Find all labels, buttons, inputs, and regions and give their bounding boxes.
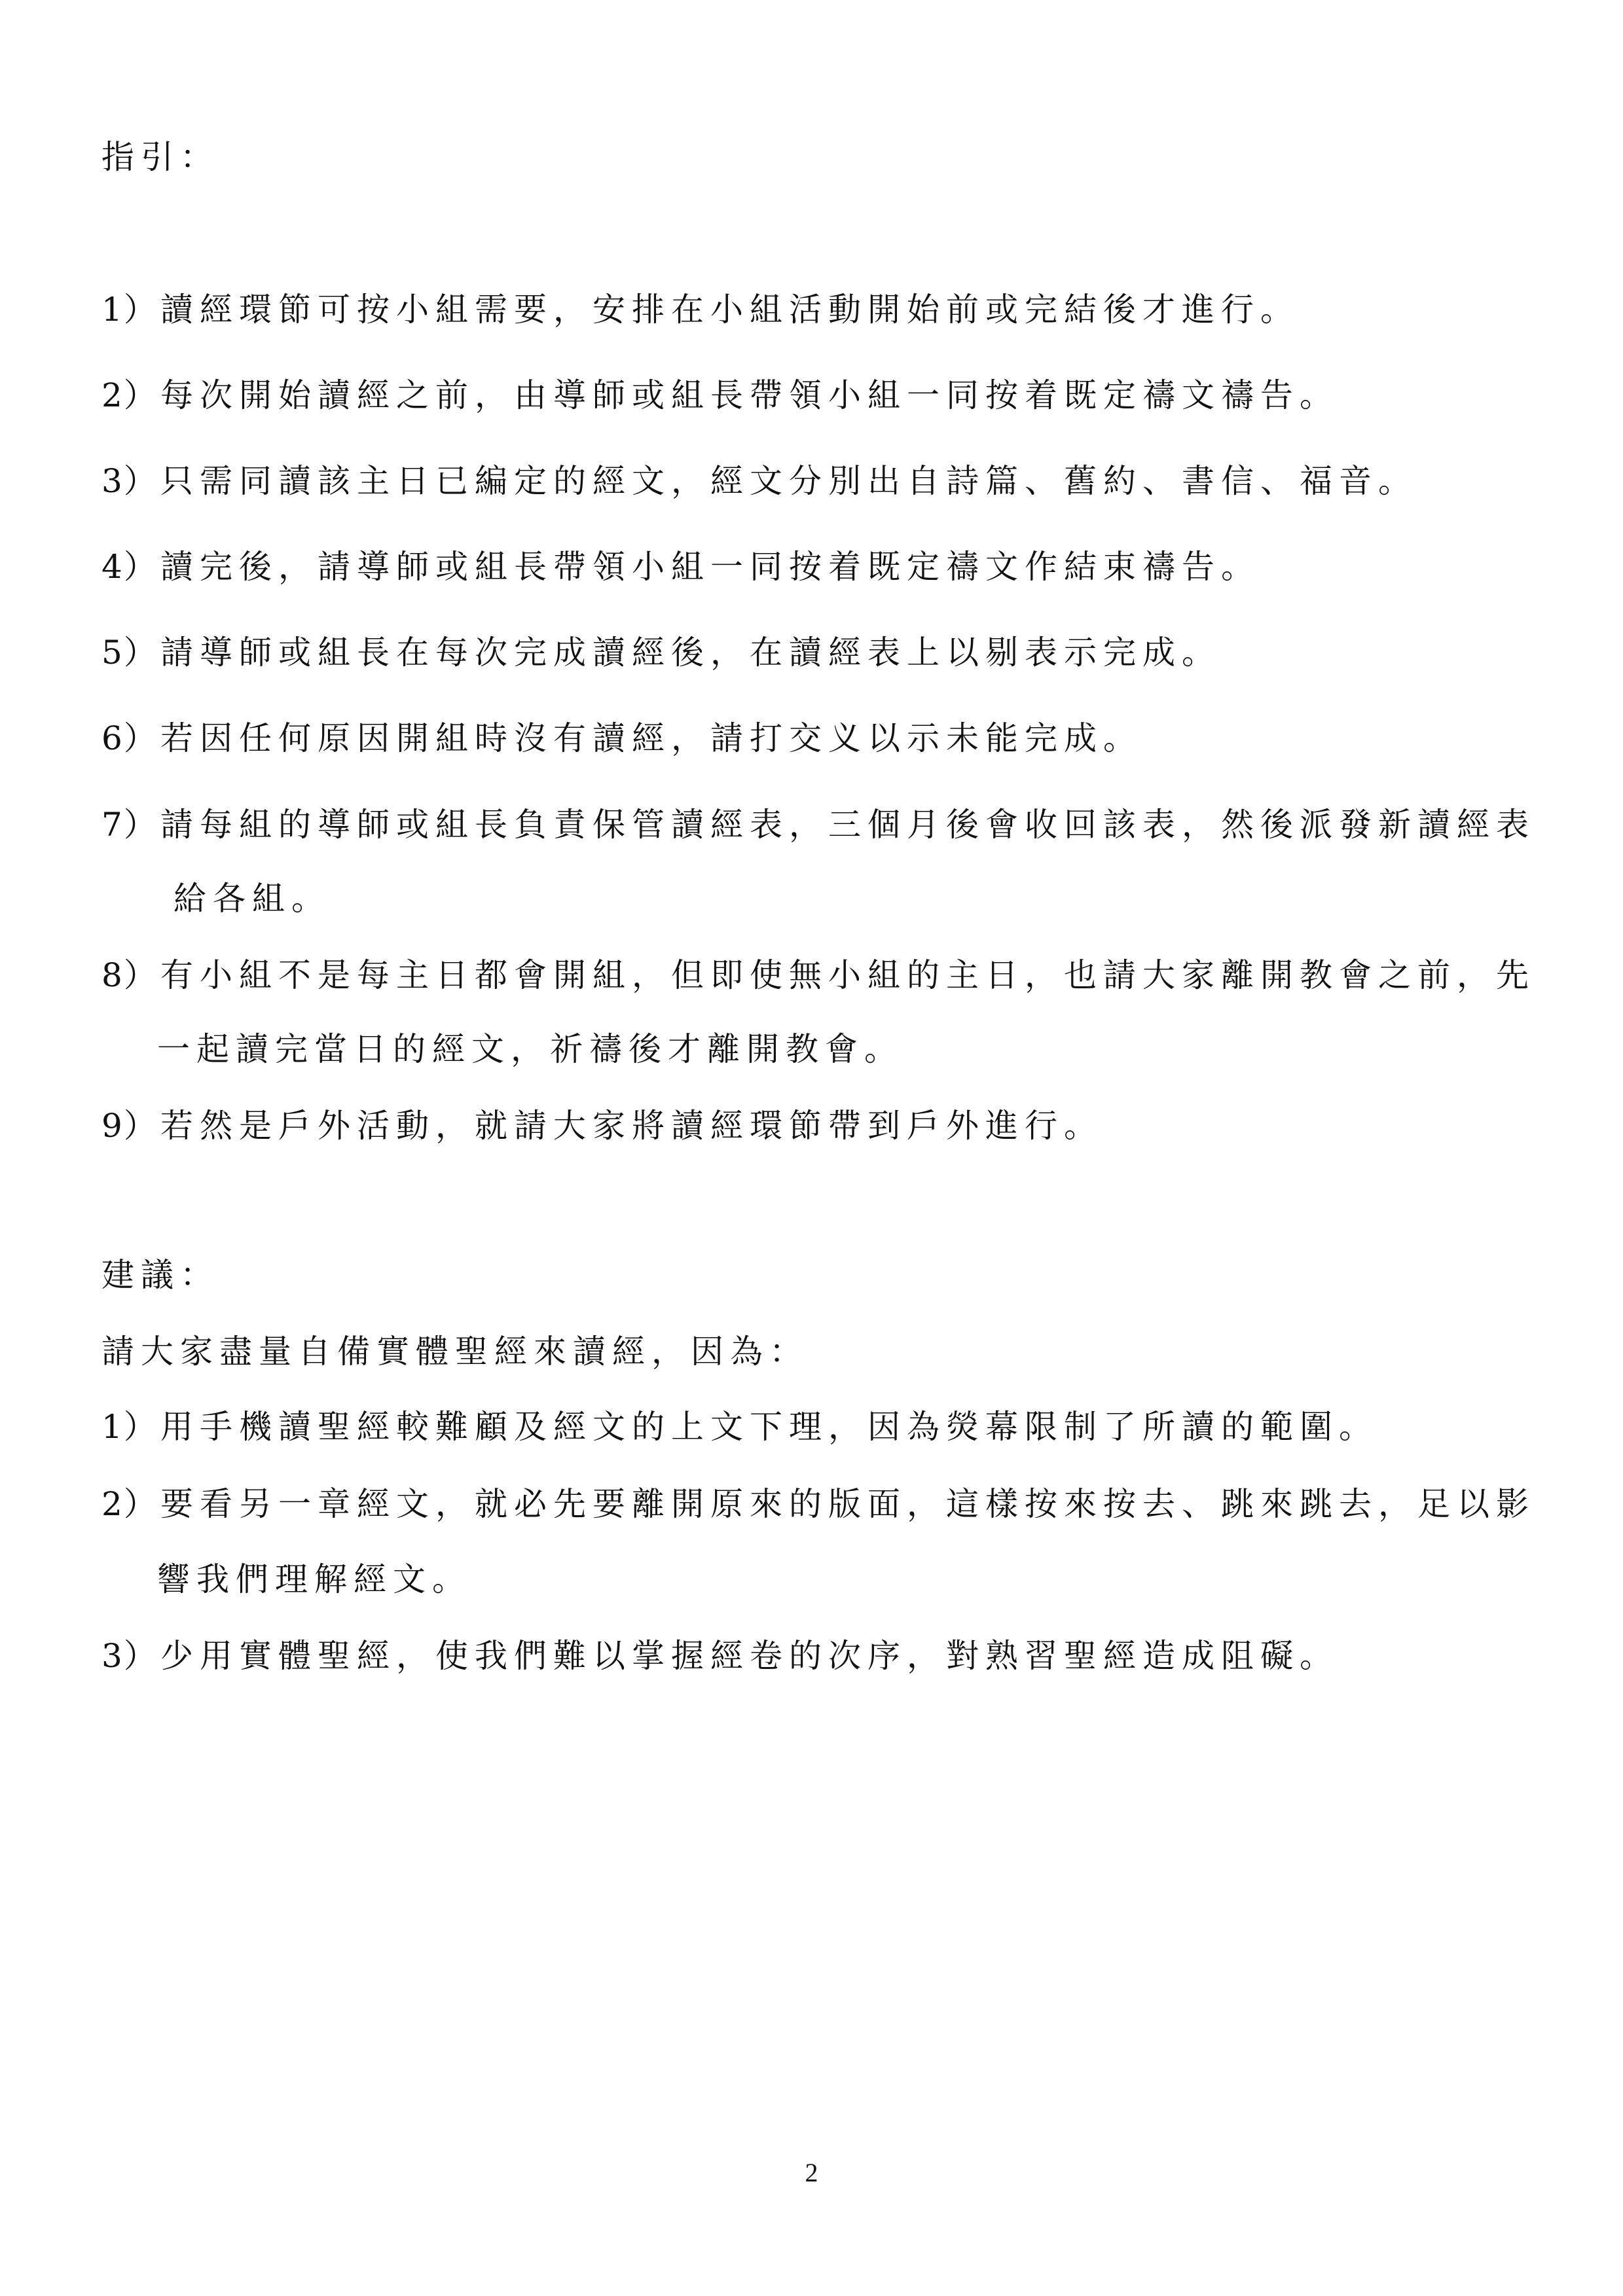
guideline-item-8: [101, 956, 1535, 995]
suggestion-item-3: [101, 1636, 1509, 1676]
item-text: 要看另一章經文，就必先要離開原來的版面，這樣按來按去、跳來跳去，足以影: [160, 1485, 1535, 1523]
guideline-item-4: [101, 547, 1509, 586]
item-number: 3）: [101, 462, 158, 500]
item-number: 4）: [101, 548, 158, 586]
guideline-item-9: [101, 1106, 1509, 1145]
item-number: 9）: [101, 1107, 158, 1145]
suggestion-item-1: [101, 1407, 1509, 1446]
item-text: 只需同讀該主日已編定的經文，經文分別出自詩篇、舊約、書信、福音。: [160, 462, 1417, 500]
item-number: 6）: [101, 719, 158, 757]
item-text: 讀經環節可按小組需要，安排在小組活動開始前或完結後才進行。: [160, 291, 1300, 329]
item-text: 若因任何原因開組時沒有讀經，請打交义以示未能完成。: [160, 719, 1142, 757]
item-text: 少用實體聖經，使我們難以掌握經卷的次序，對熟習聖經造成阻礙。: [160, 1637, 1339, 1675]
item-text: 請每組的導師或組長負責保管讀經表，三個月後會收回該表，然後派發新讀經表: [160, 806, 1535, 844]
item-text: 若然是戶外活動，就請大家將讀經環節帶到戶外進行。: [160, 1107, 1103, 1145]
guideline-item-3: [101, 461, 1509, 501]
item-number: 3）: [101, 1637, 158, 1675]
item-number: 8）: [101, 956, 158, 994]
guideline-item-2: [101, 376, 1509, 415]
item-number: 2）: [101, 376, 158, 414]
guideline-item-7: [101, 805, 1535, 844]
item-number: 5）: [101, 634, 158, 672]
item-text: 讀完後，請導師或組長帶領小組一同按着既定禱文作結束禱告。: [160, 548, 1260, 586]
suggestions-intro: 請大家盡量自備實體聖經來讀經，因為：: [101, 1333, 809, 1371]
guideline-item-8-continuation: 一起讀完當日的經文，祈禱後才離開教會。: [157, 1030, 903, 1068]
item-number: 1）: [101, 1408, 158, 1446]
page-number: 2: [805, 2158, 818, 2187]
guideline-item-5: [101, 633, 1509, 672]
item-text: 用手機讀聖經較難顧及經文的上文下理，因為熒幕限制了所讀的範圍。: [160, 1408, 1378, 1446]
item-number: 7）: [101, 806, 158, 844]
item-number: 1）: [101, 291, 158, 329]
item-text: 請導師或組長在每次完成讀經後，在讀經表上以剔表示完成。: [160, 634, 1221, 672]
guideline-item-1: [101, 290, 1509, 329]
guidelines-heading: 指引：: [101, 138, 219, 176]
item-text: 每次開始讀經之前，由導師或組長帶領小組一同按着既定禱文禱告。: [160, 376, 1339, 414]
suggestions-heading: 建議：: [101, 1256, 219, 1294]
guideline-item-7-continuation: 給各組。: [173, 880, 331, 918]
item-number: 2）: [101, 1485, 158, 1523]
guideline-item-6: [101, 719, 1509, 758]
item-text: 有小組不是每主日都會開組，但即使無小組的主日，也請大家離開教會之前，先: [160, 956, 1535, 994]
suggestion-item-2-continuation: 響我們理解經文。: [157, 1560, 471, 1598]
suggestion-item-2: [101, 1484, 1535, 1524]
